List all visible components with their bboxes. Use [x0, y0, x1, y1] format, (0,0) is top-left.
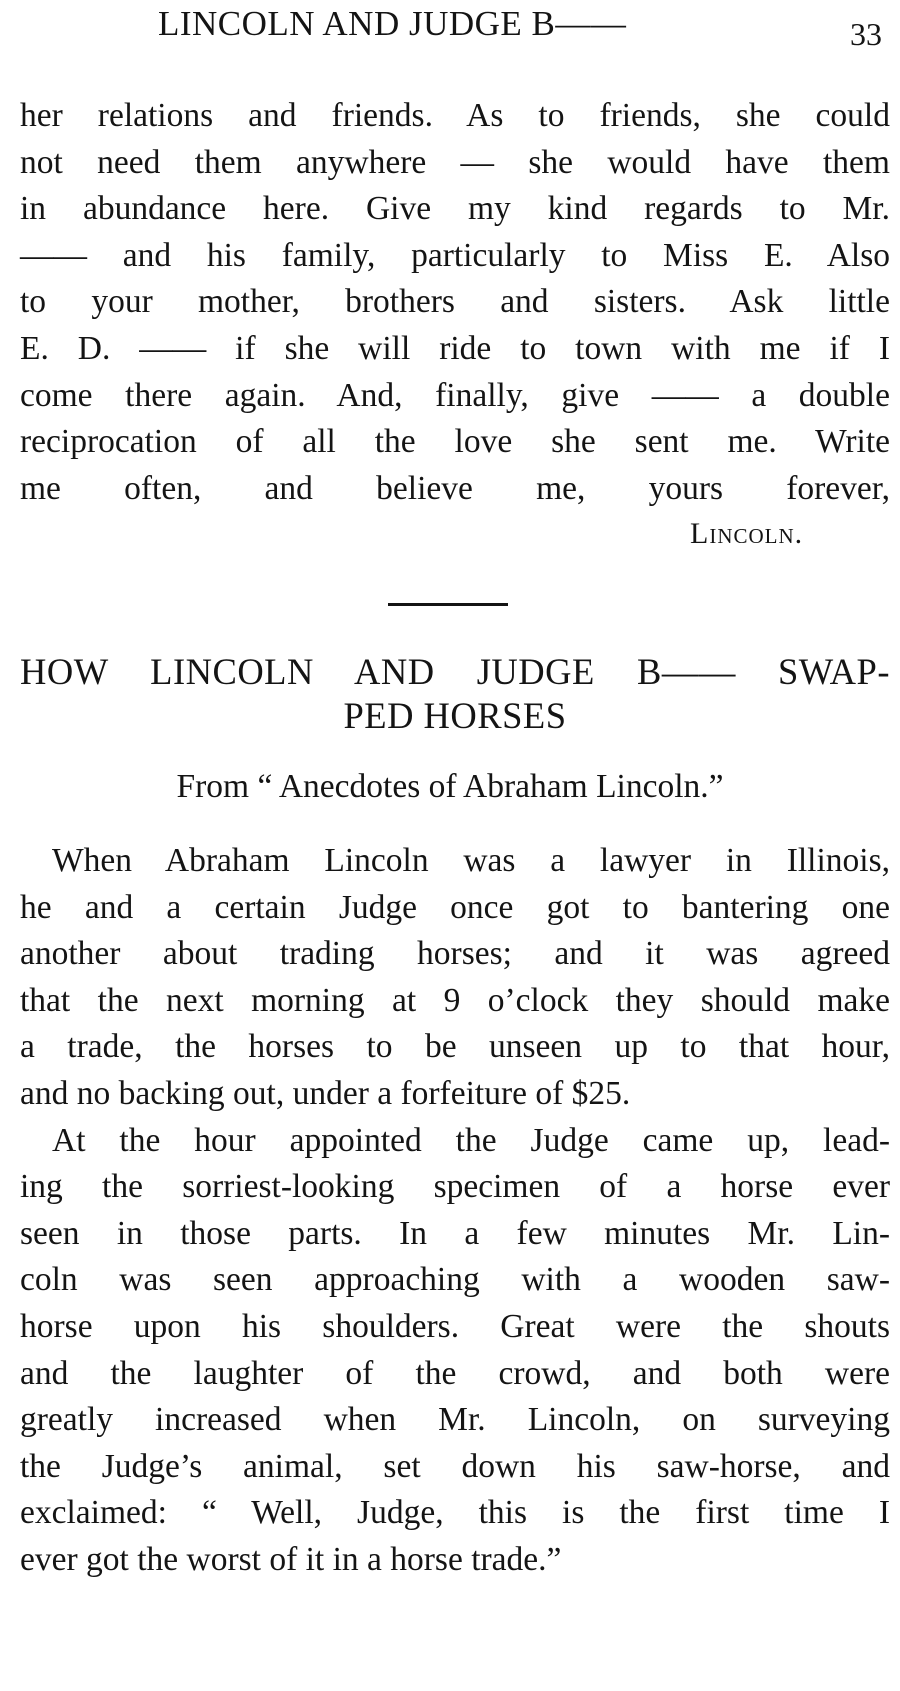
story-line: and the laughter of the crowd, and both were: [20, 1354, 890, 1392]
letter-line: E. D. —— if she will ride to town with me if I: [20, 329, 890, 367]
letter-line: her relations and friends. As to friends, she could: [20, 97, 890, 134]
running-head: [0, 4, 900, 50]
section-divider: [388, 603, 508, 606]
story-line: he and a certain Judge once got to bantering one: [20, 888, 890, 926]
section-heading: [20, 650, 890, 738]
story-line: another about trading horses; and it was agreed: [20, 935, 890, 973]
letter-line: to your mother, brothers and sisters. Ask little: [20, 283, 890, 321]
story-line: At the hour appointed the Judge came up, lead-: [52, 1121, 890, 1159]
running-title: LINCOLN AND JUDGE B——: [158, 4, 627, 43]
story-line: ing the sorriest-looking specimen of a horse ever: [20, 1168, 890, 1206]
letter-line: in abundance here. Give my kind regards to Mr.: [20, 190, 890, 228]
section-heading-line-1: HOW LINCOLN AND JUDGE B—— SWAP-: [20, 651, 890, 692]
story-line: coln was seen approaching with a wooden saw-: [20, 1261, 890, 1299]
letter-line: —— and his family, particularly to Miss E. Also: [20, 236, 890, 274]
story-line: greatly increased when Mr. Lincoln, on surveying: [20, 1401, 890, 1439]
letter-signature: Lincoln.: [690, 517, 804, 550]
story-line: ever got the worst of it in a horse trade.”: [20, 1540, 562, 1578]
story-line: When Abraham Lincoln was a lawyer in Illinois,: [52, 842, 890, 879]
letter-line: me often, and believe me, yours forever,: [20, 469, 890, 507]
letter-line: come there again. And, finally, give —— a double: [20, 376, 890, 414]
page-number: 33: [850, 16, 882, 52]
story-text: [20, 838, 890, 1584]
story-line: the Judge’s animal, set down his saw-horse, and: [20, 1447, 890, 1485]
section-heading-line-2: PED HORSES: [343, 695, 567, 736]
letter-line: reciprocation of all the love she sent me. Write: [20, 423, 890, 461]
story-line: exclaimed: “ Well, Judge, this is the first time I: [20, 1494, 890, 1532]
story-line: a trade, the horses to be unseen up to that hour,: [20, 1028, 890, 1066]
story-line: horse upon his shoulders. Great were the shouts: [20, 1307, 890, 1345]
story-line: that the next morning at 9 o’clock they should make: [20, 981, 890, 1019]
letter-text: [20, 93, 890, 512]
letter-line: not need them anywhere — she would have them: [20, 143, 890, 181]
source-attribution: From “ Anecdotes of Abraham Lincoln.”: [176, 768, 724, 805]
story-line: and no backing out, under a forfeiture of $25.: [20, 1074, 631, 1112]
story-line: seen in those parts. In a few minutes Mr. Lin-: [20, 1214, 890, 1252]
